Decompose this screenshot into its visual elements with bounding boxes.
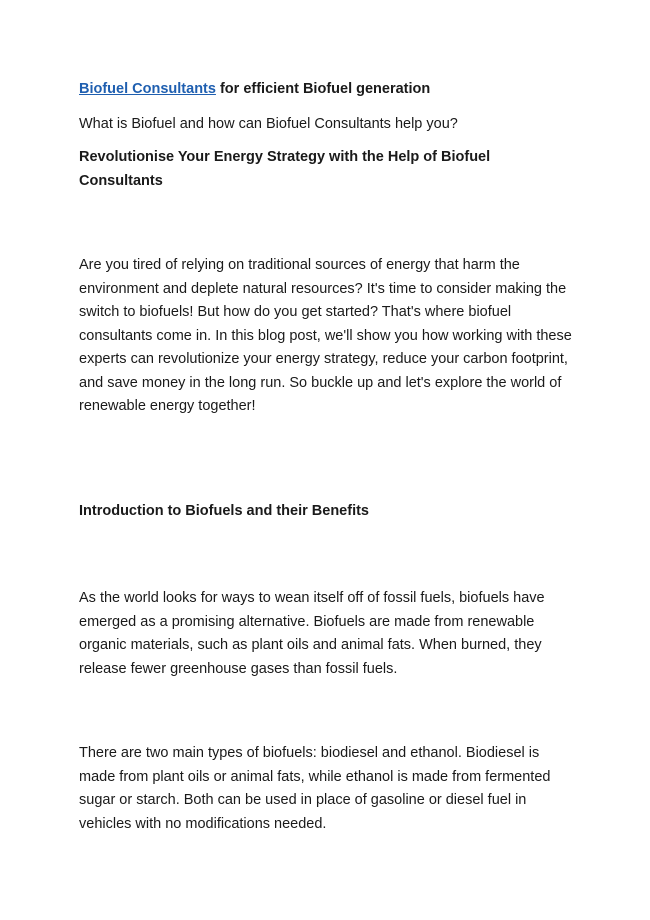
biofuel-types-paragraph: There are two main types of biofuels: biodiesel and ethanol. Biodiesel is made from plant oils or animal fats, while ethanol is made from fermented sugar or starch. Both can be used in place of gasoline or diesel fuel in vehicles with no modifications needed. [79, 745, 551, 832]
biofuels-paragraph: As the world looks for ways to wean itself off of fossil fuels, biofuels have emerged as a promising alternative. Biofuels are made from renewable organic materials, such as plant oils and animal fats. When burned, they release fewer greenhouse gases than fossil fuels. [79, 590, 545, 677]
section-heading-introduction: Introduction to Biofuels and their Benefits [79, 503, 369, 519]
intro-paragraph: Are you tired of relying on traditional sources of energy that harm the environment and deplete natural resources? It's time to consider making the switch to biofuels! But how do you get started? That's where biofuel consultants come in. In this blog post, we'll show you how working with these experts can revolutionize your energy strategy, reduce your carbon footprint, and save money in the long run. So buckle up and let's explore the world of renewable energy together! [79, 257, 572, 414]
title-line [79, 78, 579, 102]
title-rest: for efficient Biofuel generation [215, 81, 431, 97]
subtitle-heading: Revolutionise Your Energy Strategy with the Help of Biofuel Consultants [79, 149, 491, 189]
biofuel-consultants-link[interactable]: Biofuel Consultants [79, 81, 216, 97]
question-line: What is Biofuel and how can Biofuel Consultants help you? [79, 116, 458, 132]
